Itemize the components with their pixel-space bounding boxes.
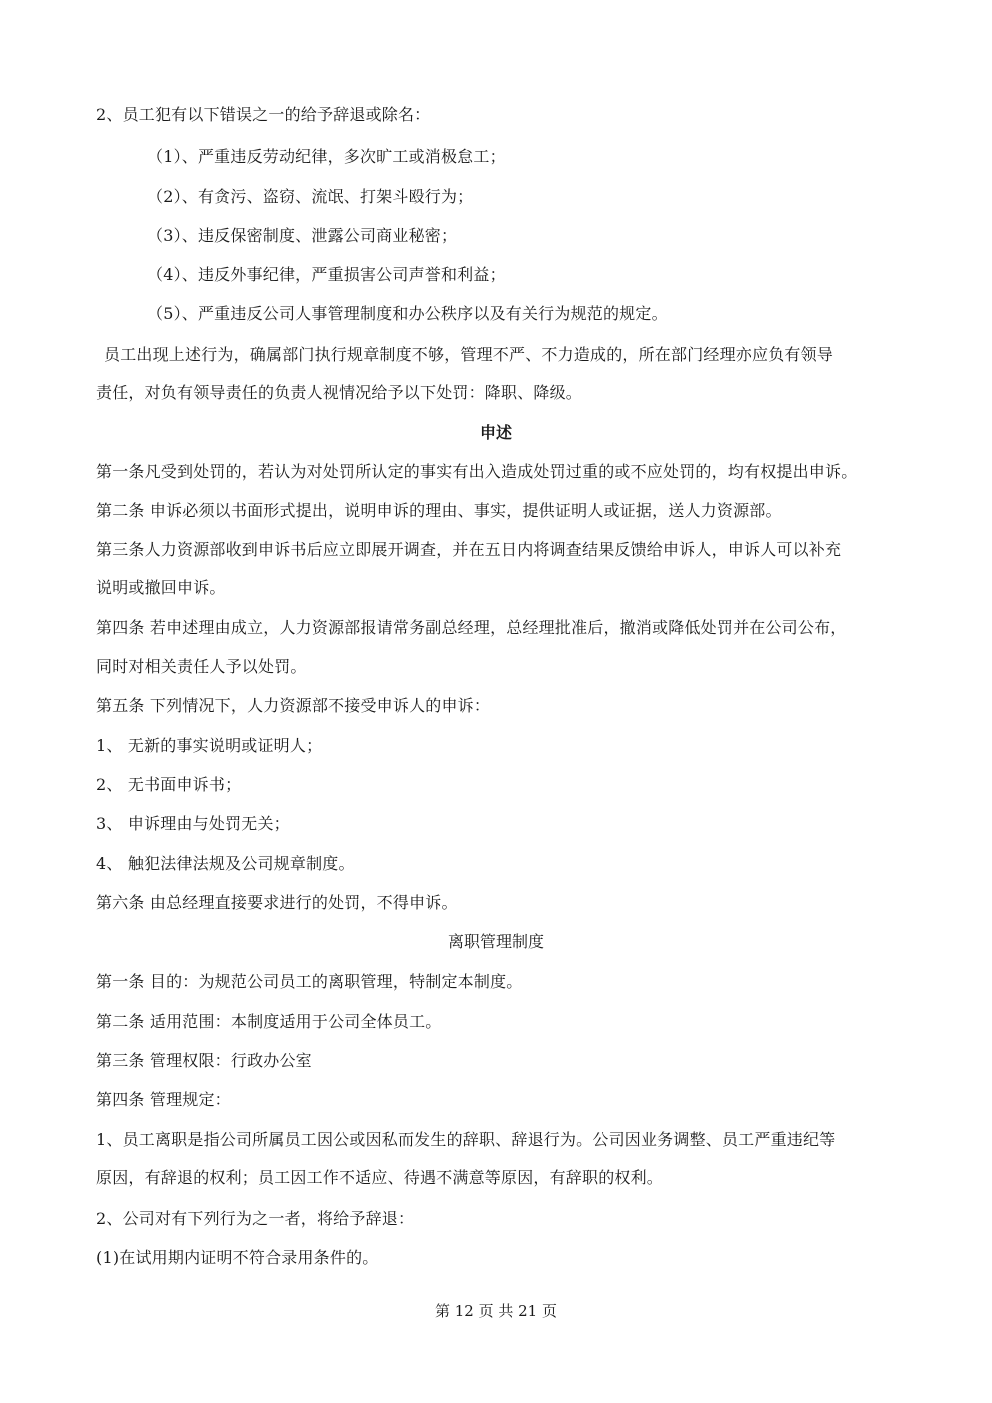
appeal-line: 第六条 由总经理直接要求进行的处罚，不得申诉。 — [96, 893, 458, 912]
appeal-list-item: 3、 申诉理由与处罚无关； — [96, 814, 290, 833]
appeal-line: 同时对相关责任人予以处罚。 — [96, 657, 307, 676]
punishment-sub-2: （2）、有贪污、盗窃、流氓、打架斗殴行为； — [147, 187, 474, 206]
resignation-line: 第四条 管理规定： — [96, 1090, 231, 1109]
appeal-line: 第五条 下列情况下，人力资源部不接受申诉人的申诉： — [96, 696, 491, 715]
punishment-paragraph-line-1: 员工出现上述行为，确属部门执行规章制度不够，管理不严、不力造成的，所在部门经理亦应负有领导 — [104, 345, 834, 364]
resignation-line: 第一条 目的：为规范公司员工的离职管理，特制定本制度。 — [96, 972, 523, 991]
resignation-line: 第三条 管理权限：行政办公室 — [96, 1051, 312, 1070]
resignation-line: 原因，有辞退的权利；员工因工作不适应、待遇不满意等原因，有辞职的权利。 — [96, 1168, 664, 1187]
appeal-line: 第二条 申诉必须以书面形式提出，说明申诉的理由、事实，提供证明人或证据，送人力资源部。 — [96, 501, 782, 520]
punishment-sub-4: （4）、违反外事纪律，严重损害公司声誉和利益； — [147, 265, 506, 284]
resignation-line: (1)在试用期内证明不符合录用条件的。 — [96, 1248, 379, 1267]
appeal-heading: 申述 — [479, 423, 512, 442]
resignation-heading: 离职管理制度 — [447, 932, 544, 951]
resignation-line: 2、公司对有下列行为之一者，将给予辞退： — [96, 1209, 415, 1228]
appeal-list-item: 1、 无新的事实说明或证明人； — [96, 736, 323, 755]
punishment-sub-1: （1）、严重违反劳动纪律，多次旷工或消极怠工； — [147, 147, 506, 166]
appeal-list-item: 4、 触犯法律法规及公司规章制度。 — [96, 854, 355, 873]
appeal-line: 第一条凡受到处罚的，若认为对处罚所认定的事实有出入造成处罚过重的或不应处罚的，均有权提出申诉。 — [96, 462, 858, 481]
punishment-sub-3: （3）、违反保密制度、泄露公司商业秘密； — [147, 226, 458, 245]
page-footer: 第 12 页 共 21 页 — [434, 1302, 557, 1320]
punishment-sub-5: （5）、严重违反公司人事管理制度和办公秩序以及有关行为规范的规定。 — [147, 304, 668, 323]
punishment-paragraph-line-2: 责任，对负有领导责任的负责人视情况给予以下处罚：降职、降级。 — [96, 383, 583, 402]
appeal-line: 第三条人力资源部收到申诉书后应立即展开调查，并在五日内将调查结果反馈给申诉人，申诉人可以补充 — [96, 540, 842, 559]
resignation-line: 1、员工离职是指公司所属员工因公或因私而发生的辞职、辞退行为。公司因业务调整、员工严重违纪等 — [96, 1130, 836, 1149]
appeal-line: 第四条 若申述理由成立，人力资源部报请常务副总经理，总经理批准后，撤消或降低处罚并在公司公布， — [96, 618, 847, 637]
punishment-item-2: 2、员工犯有以下错误之一的给予辞退或除名： — [96, 105, 431, 124]
resignation-line: 第二条 适用范围：本制度适用于公司全体员工。 — [96, 1012, 442, 1031]
appeal-line: 说明或撤回申诉。 — [96, 578, 226, 597]
appeal-list-item: 2、 无书面申诉书； — [96, 775, 242, 794]
